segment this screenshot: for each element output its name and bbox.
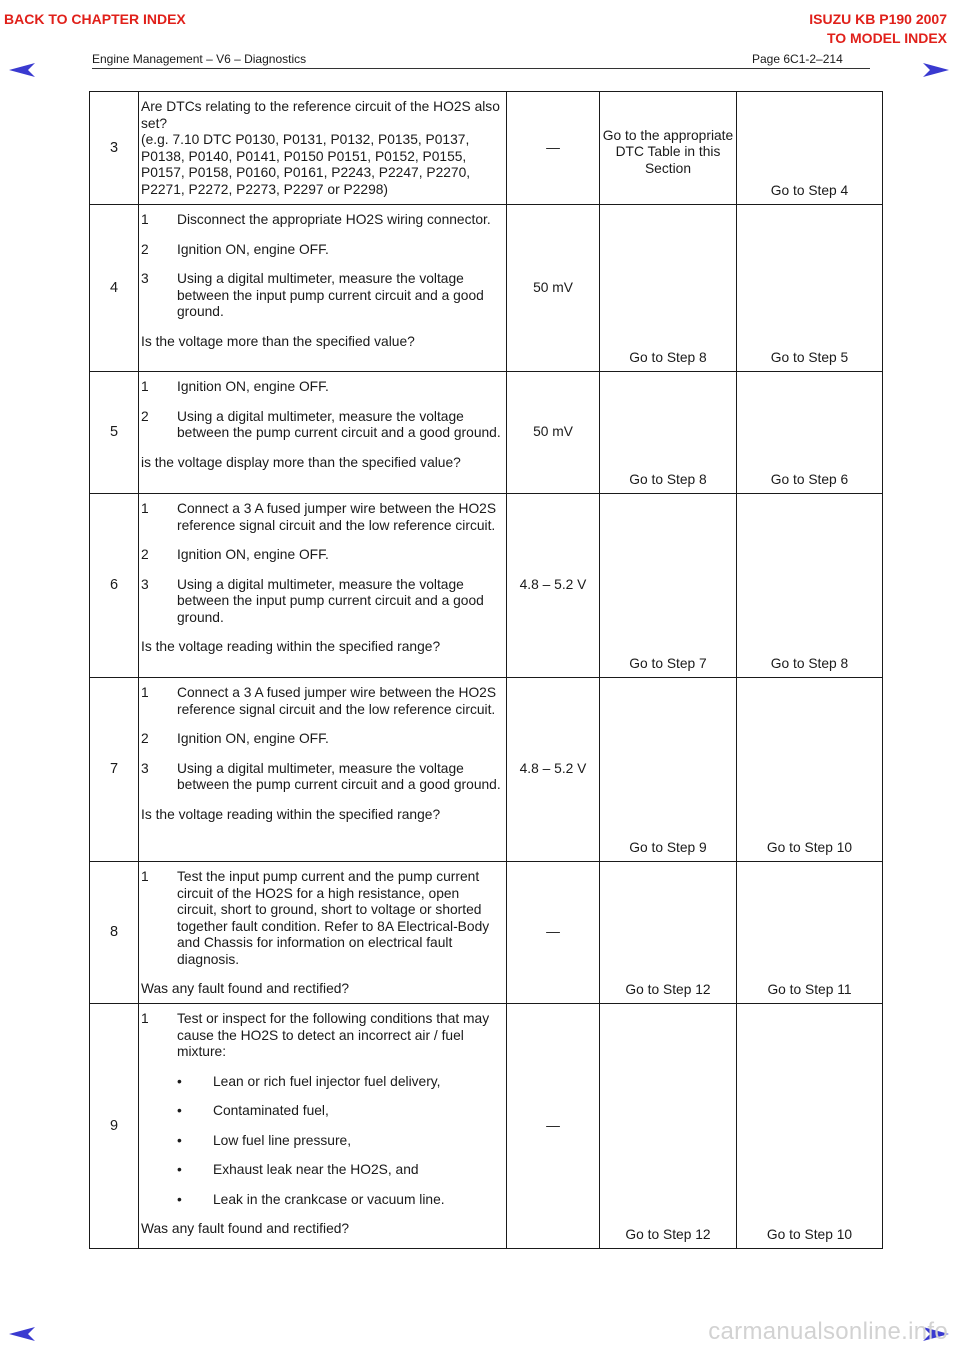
bullet-icon: • [177,1073,182,1089]
step-question: Was any fault found and rectified? [141,1221,350,1236]
bullet-item [177,1103,501,1120]
step-value: — [507,1004,600,1249]
step-value: — [507,92,600,205]
bullet-text: Lean or rich fuel injector fuel delivery, [213,1073,441,1089]
action-item-text: Disconnect the appropriate HO2S wiring connector. [177,212,491,227]
step-row [90,494,883,678]
action-item-number: 1 [141,869,149,884]
step-question: Is the voltage reading within the specified range? [141,639,441,654]
action-text: Are DTCs relating to the reference circuit of the HO2S also set? (e.g. 7.10 DTC P0130, P0131, P0132, P0135, P0137, P0138, P0140, P0141, P0150 P0151, P0152, P0155, P0157, P0158, P0160, P0161, P2243, P2247, P2270, P2271, P2272, P2273, P2297 or P2298) [141,99,500,197]
step-value: — [507,862,600,1004]
step-row [90,1004,883,1249]
no-result: Go to Step 6 [737,372,883,494]
back-to-chapter-index-link[interactable]: BACK TO CHAPTER INDEX [4,11,186,27]
action-item [141,547,501,564]
section-title: Engine Management – V6 – Diagnostics [92,52,307,66]
step-number: 5 [90,372,139,494]
header-divider [92,68,870,69]
action-item [141,379,501,396]
action-item-number: 1 [141,685,149,700]
step-number: 7 [90,678,139,862]
step-value: 50 mV [507,205,600,372]
yes-result: Go to Step 8 [600,372,737,494]
no-result: Go to Step 11 [737,862,883,1004]
action-item-text: Connect a 3 A fused jumper wire between the HO2S reference signal circuit and the low reference circuit. [177,685,497,717]
action-item-text: Ignition ON, engine OFF. [177,241,329,257]
step-number: 4 [90,205,139,372]
action-item [141,501,501,534]
bullet-item [177,1162,501,1179]
step-action [139,205,507,372]
action-item-number: 3 [141,576,149,592]
action-item-number: 1 [141,501,149,516]
bullet-icon: • [177,1132,182,1148]
bullet-text: Exhaust leak near the HO2S, and [213,1162,419,1177]
action-item [141,869,501,968]
action-item [141,242,501,259]
bullet-item [177,1192,501,1209]
step-question: Was any fault found and rectified? [141,981,350,996]
action-item-text: Ignition ON, engine OFF. [177,379,329,394]
action-item-number: 1 [141,379,149,394]
step-action [139,372,507,494]
previous-page-arrow-icon[interactable] [8,62,36,78]
step-row [90,678,883,862]
action-item-text: Test the input pump current and the pump current circuit of the HO2S for a high resistance, open circuit, short to ground, short to voltage or shorted together fault condition. Refer to 8A Electrical-Body and Chassis for information on electrical fault diagnosis. [177,869,490,967]
step-row [90,92,883,205]
step-number: 3 [90,92,139,205]
action-item [141,731,501,748]
action-item-text: Using a digital multimeter, measure the voltage between the input pump current circuit and a good ground. [177,576,484,625]
action-item-text: Ignition ON, engine OFF. [177,547,329,562]
yes-result: Go to Step 12 [600,862,737,1004]
step-row [90,372,883,494]
bullet-item [177,1074,501,1091]
page-number: Page 6C1-2–214 [752,52,843,66]
action-item-text: Using a digital multimeter, measure the voltage between the pump current circuit and a good ground. [177,760,501,792]
model-title-link[interactable]: ISUZU KB P190 2007 [809,11,947,27]
step-action [139,862,507,1004]
action-item-number: 3 [141,760,149,776]
step-number: 9 [90,1004,139,1249]
action-item [141,685,501,718]
action-item-text: Connect a 3 A fused jumper wire between the HO2S reference signal circuit and the low reference circuit. [177,501,497,533]
step-question: Is the voltage reading within the specified range? [141,806,441,822]
action-item-text: Test or inspect for the following conditions that may cause the HO2S to detect an incorrect air / fuel mixture: [177,1011,490,1059]
step-action [139,1004,507,1249]
action-item-number: 2 [141,408,149,424]
action-item-number: 2 [141,241,149,257]
step-question: is the voltage display more than the specified value? [141,454,461,470]
step-question: Is the voltage more than the specified value? [141,333,415,349]
bullet-text: Leak in the crankcase or vacuum line. [213,1191,445,1207]
yes-result: Go to Step 8 [600,205,737,372]
bullet-text: Low fuel line pressure, [213,1132,352,1148]
step-value: 4.8 – 5.2 V [507,494,600,678]
step-action [139,494,507,678]
step-number: 6 [90,494,139,678]
action-item-text: Using a digital multimeter, measure the voltage between the input pump current circuit and a good ground. [177,271,484,319]
bullet-icon: • [177,1162,182,1177]
action-item [141,761,501,794]
next-page-arrow-icon[interactable] [922,62,950,78]
step-row [90,862,883,1004]
action-item-number: 1 [141,212,149,227]
action-item-text: Using a digital multimeter, measure the voltage between the pump current circuit and a good ground. [177,408,501,440]
step-number: 8 [90,862,139,1004]
bullet-item [177,1133,501,1150]
action-item-text: Ignition ON, engine OFF. [177,731,329,746]
bullet-icon: • [177,1191,182,1207]
action-item [141,212,501,229]
step-row [90,205,883,372]
action-item-number: 3 [141,271,149,286]
action-item [141,577,501,627]
step-value: 50 mV [507,372,600,494]
no-result: Go to Step 5 [737,205,883,372]
action-item-number: 2 [141,547,149,562]
watermark: carmanualsonline.info [708,1318,948,1345]
step-action [139,92,507,205]
yes-result: Go to Step 7 [600,494,737,678]
no-result: Go to Step 8 [737,494,883,678]
to-model-index-link[interactable]: TO MODEL INDEX [826,30,947,46]
step-action [139,678,507,862]
action-item [141,271,501,321]
yes-result: Go to Step 12 [600,1004,737,1249]
no-result: Go to Step 10 [737,1004,883,1249]
no-result: Go to Step 10 [737,678,883,862]
bullet-text: Contaminated fuel, [213,1103,329,1118]
action-item [141,409,501,442]
yes-result: Go to the appropriate DTC Table in this Section [600,92,737,205]
bullet-icon: • [177,1103,182,1118]
yes-result: Go to Step 9 [600,678,737,862]
no-result: Go to Step 4 [737,92,883,205]
action-item-number: 2 [141,731,149,746]
diagnostic-steps-table [89,91,883,1249]
action-item [141,1011,501,1061]
action-item-number: 1 [141,1011,149,1026]
previous-page-arrow-icon[interactable] [8,1326,36,1342]
step-value: 4.8 – 5.2 V [507,678,600,862]
